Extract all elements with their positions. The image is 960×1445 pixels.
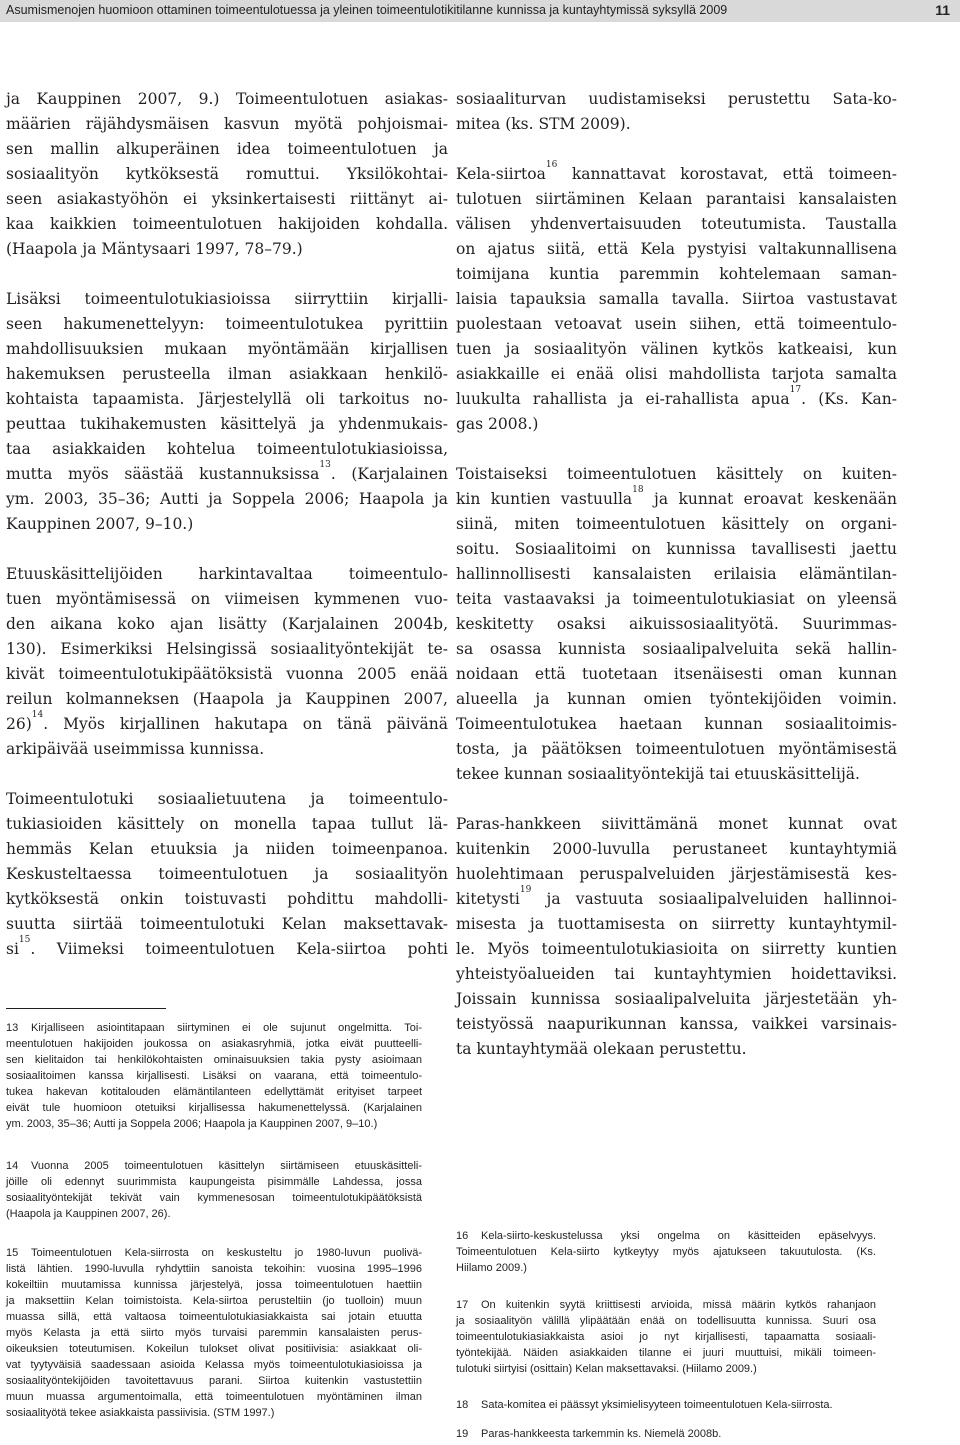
- text-line: Paras-hankkeen siivittämänä monet kunnat ovat: [456, 815, 897, 833]
- paragraph: [456, 462, 897, 787]
- text-line: [6, 462, 448, 487]
- text-line: alueella ja kunnan omien työntekijöiden voimin.: [456, 690, 897, 708]
- text-run: . (Karjalainen: [330, 465, 448, 483]
- text-run: kin kuntien vastuulla: [456, 490, 633, 508]
- text-run: kitetysti: [456, 890, 520, 908]
- text-line: teistyössä naapurikunnan kanssa, vaikkei varsinais-: [456, 1015, 897, 1033]
- paragraph: [456, 162, 897, 437]
- footnote-line: työntekijää. Näiden asiakkaiden tilanne ei juuri muuttuisi, mikäli toimeen-: [456, 1347, 876, 1359]
- text-line: keskitetty osaksi aikuissosiaalityötä. Suurimmas-: [456, 615, 897, 633]
- text-line: mitea (ks. STM 2009).: [456, 115, 631, 133]
- paragraph: [456, 812, 897, 1062]
- text-line: toimijana kuntia paremmin kohtelemaan saman-: [456, 265, 897, 283]
- footnote-line: [6, 1020, 422, 1036]
- paragraph: [6, 787, 448, 962]
- text-line: sosiaaliturvan uudistamiseksi perustettu Sata-ko-: [456, 90, 897, 108]
- text-line: noidaan että tuotetaan itsenäisesti oman kunnan: [456, 665, 897, 683]
- text-line: huolehtimaan peruspalveluiden järjestämisestä kes-: [456, 865, 897, 883]
- text-line: ym. 2003, 35–36; Autti ja Soppela 2006; Haapola ja: [6, 490, 448, 508]
- text-line: hemmäs Kelan etuuksia ja niiden toimeenpanoa.: [6, 840, 448, 858]
- footnote-line: ja maksettiin Kelan toimistoista. Kela-siirtoa perusteltiin (jo tuolloin) muun: [6, 1295, 422, 1307]
- footnote-ref-19[interactable]: 19: [519, 885, 532, 895]
- footnote-ref-15[interactable]: 15: [18, 935, 31, 945]
- text-line: Kauppinen 2007, 9–10.): [6, 515, 194, 533]
- text-line: yhteistyöalueiden tai kuntayhtymien hoidettaviksi.: [456, 965, 897, 983]
- footnote-18: [456, 1397, 876, 1413]
- text-run: On kuitenkin syytä kriittisesti arvioida, missä määrin kytkös rahanjaon: [481, 1299, 876, 1311]
- text-line: [6, 712, 448, 737]
- footnote-ref-18[interactable]: 18: [632, 485, 644, 495]
- footnote-19: [456, 1426, 876, 1442]
- text-line: puolestaan vetoavat usein siihen, että toimeentulo-: [456, 315, 897, 333]
- footnote-line: sosiaalityötä tekee asiakkaista passiivisia. (STM 1997.): [6, 1407, 275, 1419]
- footnote-line: tulotuki siirtyisi (osittain) Kelan maksettavaksi. (Hiilamo 2009.): [456, 1363, 757, 1375]
- text-run: . Viimeksi toimeentulotuen Kela-siirtoa pohti: [30, 940, 448, 958]
- footnote-line: kokeiltiin muutamissa kunnissa järjestelyä, jossa toimeentulotuen haettiin: [6, 1279, 422, 1291]
- footnote-line: muun muassa argumentoimalla, että toimeentulotuen myöntäminen ilman: [6, 1391, 422, 1403]
- text-line: kivät toimeentulotukipäätöksistä vuonna 2005 enää: [6, 665, 448, 683]
- footnote-16: [456, 1228, 876, 1276]
- text-line: (Haapola ja Mäntysaari 1997, 78–79.): [6, 240, 303, 258]
- footnote-line: toimeentulotukiasiakkaista asioi jo nyt kirjallisesti, tapaamatta sosiaali-: [456, 1331, 876, 1343]
- text-line: sosiaalityön kytköksestä romuttui. Yksilökohtai-: [6, 165, 448, 183]
- paragraph: [6, 87, 448, 262]
- footnote-15: [6, 1245, 422, 1421]
- footnote-line: oikeuksien toteutumisen. Kokeilun tulokset olivat positiivisia: asiakkaat oli-: [6, 1343, 422, 1355]
- footnote-14: [6, 1158, 422, 1222]
- text-line: suutta siirtää toimeentulotuki Kelan maksettavak-: [6, 915, 448, 933]
- text-line: Lisäksi toimeentulotukiasioissa siirryttiin kirjalli-: [6, 290, 448, 308]
- paragraph: [6, 562, 448, 762]
- text-line: Joissain kunnissa sosiaalipalveluita järjestetään yh-: [456, 990, 897, 1008]
- text-line: Keskusteltaessa toimeentulotuen ja sosiaalityön: [6, 865, 448, 883]
- footnote-number: 17: [456, 1299, 469, 1311]
- text-line: välisen yhdenvertaisuuden toteutumista. Taustalla: [456, 215, 897, 233]
- text-run: Kirjalliseen asiointitapaan siirtyminen ei ole sujunut ongelmitta. Toi-: [31, 1022, 422, 1034]
- text-line: asiakkaille ei enää olisi mahdollista tarjota samalta: [456, 365, 897, 383]
- footnote-ref-14[interactable]: 14: [31, 710, 44, 720]
- footnote-line: Hiilamo 2009.): [456, 1262, 527, 1274]
- footnote-ref-13[interactable]: 13: [319, 460, 331, 470]
- text-line: kuitenkin 2000-luvulla perustaneet kuntayhtymiä: [456, 840, 897, 858]
- text-line: laisia tapauksia samalla tavalla. Siirtoa vastustavat: [456, 290, 897, 308]
- footnote-divider: [6, 1008, 166, 1009]
- text-line: gas 2008.): [456, 415, 539, 433]
- text-line: tosta, ja päätöksen toimeentulotuen myöntämisestä: [456, 740, 897, 758]
- text-line: kohtaista tapaamista. Järjestelyllä oli tarkoitus no-: [6, 390, 448, 408]
- text-line: [456, 887, 897, 912]
- footnote-line: [456, 1426, 876, 1442]
- footnote-ref-16[interactable]: 16: [545, 160, 558, 170]
- page-number: 11: [935, 2, 950, 18]
- footnote-line: muassa sillä, että valtaosa toimeentulotukiasiakkaista sai jotain etuutta: [6, 1311, 422, 1323]
- text-line: sen mallin alkuperäinen idea toimeentulotuen ja: [6, 140, 448, 158]
- text-line: ta kuntayhtymää olekaan perustettu.: [456, 1040, 747, 1058]
- text-run: 26): [6, 715, 32, 733]
- text-line: teita vastaavaksi ja toimeentulotukiasiat on yleensä: [456, 590, 897, 608]
- text-line: seen asiakastyöhön ei yksinkertaisesti riittänyt ai-: [6, 190, 448, 208]
- footnote-line: sosiaalitoimen kanssa kirjallisesti. Lisäksi on vaarana, että toimeentulo-: [6, 1070, 422, 1082]
- text-line: taa asiakkaiden kohtelua toimeentulotukiasioissa,: [6, 440, 448, 458]
- footnote-line: [6, 1245, 422, 1261]
- footnote-line: sosiaalityöntekijöiden tavoitettavuus parani. Siirtoa kuitenkin vastustettiin: [6, 1375, 422, 1387]
- text-line: Toistaiseksi toimeentulotuen käsittely on kuiten-: [456, 465, 897, 483]
- footnote-line: meentulotuen hakijoiden joukossa on asiakasryhmiä, jotka eivät puutteelli-: [6, 1038, 422, 1050]
- text-line: on ajatus siitä, että Kela pystyisi valtakunnallisena: [456, 240, 897, 258]
- text-line: tukiasioiden käsittely on monella tapaa tullut lä-: [6, 815, 448, 833]
- text-run: Sata-komitea ei päässyt yksimielisyyteen toimeentulotuen Kela-siirrosta.: [481, 1399, 833, 1411]
- text-line: hallinnollisesti kansalaisten erilaisia elämäntilan-: [456, 565, 897, 583]
- text-line: Etuuskäsittelijöiden harkintavaltaa toimeentulo-: [6, 565, 448, 583]
- text-line: [456, 487, 897, 512]
- text-run: Paras-hankkeesta tarkemmin ks. Niemelä 2008b.: [481, 1428, 722, 1440]
- text-line: ja Kauppinen 2007, 9.) Toimeentulotuen asiakas-: [6, 90, 448, 108]
- footnote-line: [456, 1228, 876, 1244]
- text-line: mahdollisuuksien mukaan myöntämään kirjallisen: [6, 340, 448, 358]
- footnote-number: 19: [456, 1428, 469, 1440]
- footnote-ref-17[interactable]: 17: [789, 385, 802, 395]
- footnote-line: listä lähtien. 1990-luvulla ryhdyttiin sanoista tekoihin: vuosina 1995–1996: [6, 1263, 422, 1275]
- text-run: mutta myös säästää kustannuksissa: [6, 465, 320, 483]
- footnote-line: ym. 2003, 35–36; Autti ja Soppela 2006; Haapola ja Kauppinen 2007, 9–10.): [6, 1118, 378, 1130]
- text-line: kaa kaikkien toimeentulotuen hakijoiden kohdalla.: [6, 215, 448, 233]
- text-line: le. Myös toimeentulotukiasioita on siirretty kuntien: [456, 940, 897, 958]
- text-line: tuen myöntämisessä on viimeisen kymmenen vuo-: [6, 590, 448, 608]
- footnote-number: 15: [6, 1247, 19, 1259]
- text-run: . Myös kirjallinen hakutapa on tänä päivänä: [43, 715, 448, 733]
- text-line: soitu. Sosiaalitoimi on kunnissa tavallisesti jaettu: [456, 540, 897, 558]
- text-run: Kela-siirtoa: [456, 165, 546, 183]
- footnote-line: [6, 1158, 422, 1174]
- left-column: [6, 87, 448, 962]
- text-line: tuen ja sosiaalityön välinen kytkös katkeaisi, kun: [456, 340, 897, 358]
- footnote-line: [456, 1297, 876, 1313]
- footnote-line: tukea hakevan kotitalouden elämäntilanteen edellyttämät erityiset tarpeet: [6, 1086, 422, 1098]
- header-title: Asumismenojen huomioon ottaminen toimeentulotuessa ja yleinen toimeentulotikitilanne kunnissa ja kuntayhtymissä syksyllä 2009: [6, 3, 728, 17]
- text-run: si: [6, 940, 19, 958]
- text-run: ja vastuuta sosiaalipalveluiden hallinnoi-: [531, 890, 897, 908]
- footnote-number: 16: [456, 1230, 469, 1242]
- text-line: arkipäivää useimmissa kunnissa.: [6, 740, 265, 758]
- running-header: [0, 0, 960, 22]
- footnote-number: 13: [6, 1022, 19, 1034]
- text-line: siinä, miten toimeentulotuen käsittely on organi-: [456, 515, 897, 533]
- footnote-line: jöille oli edennyt suurimmista kaupungeista pisimmälle Lahdessa, jossa: [6, 1176, 422, 1188]
- paragraph: [6, 287, 448, 537]
- text-line: sa osassa kunnista sosiaalipalveluita sekä hallin-: [456, 640, 897, 658]
- footnote-number: 18: [456, 1399, 469, 1411]
- text-line: Toimeentulotukea haetaan kunnan sosiaalitoimis-: [456, 715, 897, 733]
- text-line: 130). Esimerkiksi Helsingissä sosiaalityöntekijät te-: [6, 640, 448, 658]
- text-run: ja kunnat eroavat keskenään: [643, 490, 898, 508]
- text-line: [6, 937, 448, 962]
- text-run: Toimeentulotuen Kela-siirrosta on keskusteltu jo 1980-luvun puolivä-: [31, 1247, 422, 1259]
- text-line: reilun kolmanneksen (Haapola ja Kauppinen 2007,: [6, 690, 448, 708]
- right-column: [456, 87, 897, 1062]
- text-run: Kela-siirto-keskustelussa yksi ongelma on käsitteiden epäselvyys.: [481, 1230, 876, 1242]
- footnote-line: eivät tule huomioon otetuiksi kirjallisessa hakumenettelyssä. (Karjalainen: [6, 1102, 422, 1114]
- text-line: määrien räjähdysmäisen kasvun myötä pohjoismai-: [6, 115, 448, 133]
- footnote-line: vat tyytyväisiä saadessaan asioida Kelassa myös toimeentulotukiasioissa ja: [6, 1359, 422, 1371]
- footnote-17: [456, 1297, 876, 1377]
- paragraph: [456, 87, 897, 137]
- text-run: Vuonna 2005 toimeentulotuen käsittelyn siirtämiseen etuuskäsitteli-: [31, 1160, 422, 1172]
- footnote-line: [456, 1397, 876, 1413]
- text-run: kannattavat korostavat, että toimeen-: [557, 165, 897, 183]
- text-line: [456, 387, 897, 412]
- text-run: luukulta rahallista ja ei-rahallista apua: [456, 390, 790, 408]
- footnote-line: myös Kelasta ja että siirto myös turvaisi paremmin kansalaisten perus-: [6, 1327, 422, 1339]
- text-line: [456, 162, 897, 187]
- footnote-line: sen kielitaidon tai henkilökohtaisten ominaisuuksien takia pysty asioimaan: [6, 1054, 422, 1066]
- footnote-line: (Haapola ja Kauppinen 2007, 26).: [6, 1208, 171, 1220]
- footnote-line: sosiaalityöntekijät tekivät vain kymmenesosan toimeentulotukipäätöksistä: [6, 1192, 422, 1204]
- footnote-line: Toimeentulotuen Kela-siirto kytkeytyy myös ajatukseen takuutulosta. (Ks.: [456, 1246, 876, 1258]
- text-line: seen hakumenettelyyn: toimeentulotukea pyrittiin: [6, 315, 448, 333]
- footnote-13: [6, 1020, 422, 1132]
- footnote-number: 14: [6, 1160, 19, 1172]
- text-line: Toimeentulotuki sosiaalietuutena ja toimeentulo-: [6, 790, 448, 808]
- text-run: . (Ks. Kan-: [801, 390, 897, 408]
- text-line: peuttaa tukihakemusten käsittelyä ja yhdenmukais-: [6, 415, 448, 433]
- text-line: kytköksestä onkin toistuvasti pohdittu mahdolli-: [6, 890, 448, 908]
- text-line: tekee kunnan sosiaalityöntekijä tai etuuskäsittelijä.: [456, 765, 860, 783]
- text-line: den aikana koko ajan lisätty (Karjalainen 2004b,: [6, 615, 448, 633]
- text-line: misesta ja tuottamisesta on siirretty kuntayhtymil-: [456, 915, 897, 933]
- footnote-line: ja sosiaalityön välillä ylipäätään enää on todellisuutta kunnissa. Suuri osa: [456, 1315, 876, 1327]
- text-line: hakemuksen perusteella ilman asiakkaan henkilö-: [6, 365, 448, 383]
- text-line: tulotuen siirtäminen Kelaan parantaisi kansalaisten: [456, 190, 897, 208]
